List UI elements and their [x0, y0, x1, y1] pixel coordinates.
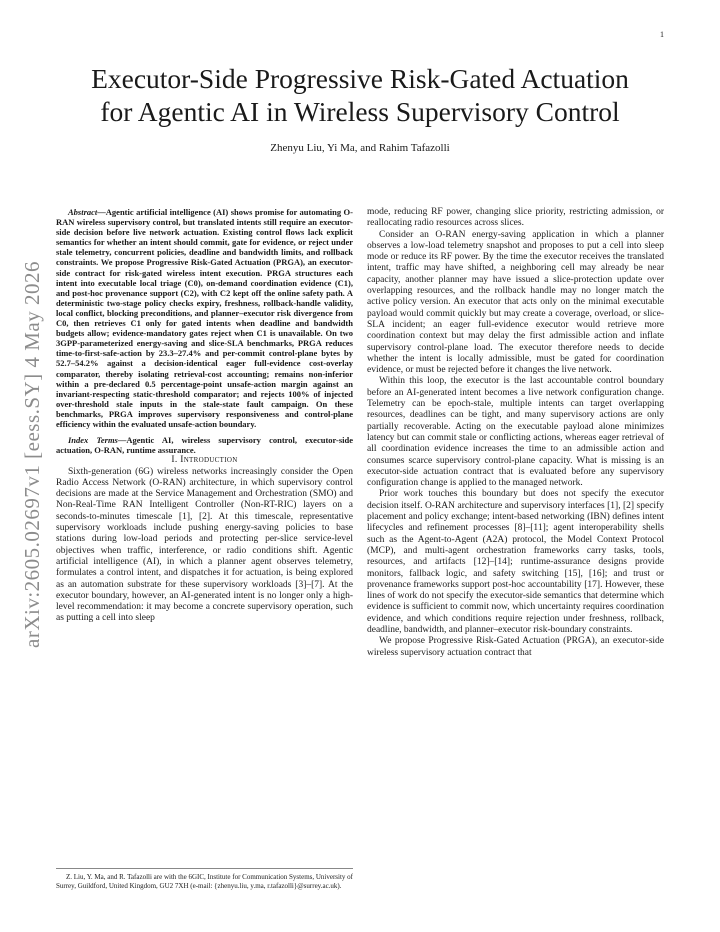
paper-title [60, 62, 660, 128]
footnote-text: Z. Liu, Y. Ma, and R. Tafazolli are with the 6GIC, Institute for Communication Systems, University of Surrey, Guildford, United Kingdom, GU2 7XH (e-mail: {zhenyu.liu, y.ma, r.tafazolli}@surrey.ac.uk). [56, 873, 353, 890]
intro-paragraph-1-continued: mode, reducing RF power, changing slice priority, restricting admission, or reallocating radio resources across slices. [367, 207, 664, 229]
abstract-label: Abstract [68, 207, 98, 217]
abstract [56, 207, 353, 429]
author-affiliation-footnote [56, 868, 353, 890]
section-heading-introduction: I. Introduction [171, 455, 238, 466]
title-line-1: Executor-Side Progressive Risk-Gated Actuation [91, 63, 629, 94]
intro-paragraph-1: Sixth-generation (6G) wireless networks increasingly consider the Open Radio Access Network (O-RAN) architecture, in which supervisory control decisions are made at the Service Management and Orchestration (SMO) and Non-Real-Time RAN Intelligent Controller (Non-RT-RIC) layers on a seconds-to-minutes timescale [1], [2]. At this timescale, representative supervisory workloads include pushing energy-saving policies to base stations during low-load periods and protecting per-slice service-level objectives when traffic, interference, or radio conditions shift. Agentic artificial intelligence (AI), in which a planner agent observes telemetry, formulates a control intent, and dispatches it for actuation, is being explored as an automation substrate for these supervisory workloads [3]–[7]. At the executor boundary, however, an AI-generated intent is no longer only a high-level recommendation: it may become a concrete supervisory operation, such as putting a cell into sleep [56, 466, 353, 624]
index-terms-label: Index Terms [68, 435, 118, 446]
author-list: Zhenyu Liu, Yi Ma, and Rahim Tafazolli [270, 142, 450, 154]
intro-paragraph-2: Consider an O-RAN energy-saving application in which a planner observes a low-load telemetry snapshot and proposes to put a cell into sleep mode or reduce its RF power. By the time the executor receives the translated intent, traffic may have shifted, a neighboring cell may already be near capacity, another planner may have issued a slice-protection update over overlapping resources, and the rollback handle may no longer match the active policy version. An executor that acts only on the minimal executable payload would commit quickly but may create a coverage, overload, or slice-SLA incident; an eager full-evidence executor would retrieve more coordination context but may delay the first admissible action and inflate supervisory control-plane load. The executor therefore needs to decide whether the intent is locally admissible, must be gated for coordination evidence, or must be rejected before it changes the live network. [367, 229, 664, 376]
right-column [367, 207, 664, 659]
intro-paragraph-4: Prior work touches this boundary but does not specify the executor decision itself. O-RAN architecture and supervisory interfaces [1], [2] specify placement and policy exchange; intent-based networking (IBN) defines intent lifecycles and refinement processes [8]–[11]; agent interoperability shells such as the Agent-to-Agent (A2A) protocol, the Model Context Protocol (MCP), and multi-agent orchestration frameworks carry tasks, tools, resources, and artifacts [12]–[14]; runtime-assurance designs provide monitors, fallback logic, and safety switching [15], [16]; and trust or provenance frameworks support post-hoc accountability [17]. However, these lines of work do not specify the executor-side semantics that determine which evidence is sufficient to commit now, which uncertainty requires coordination evidence, and which conditions require rejection under freshness, rollback, deadline, bandwidth, and planner–executor risk-boundary constraints. [367, 489, 664, 635]
title-line-2: for Agentic AI in Wireless Supervisory Control [100, 96, 620, 127]
intro-paragraph-3: Within this loop, the executor is the last accountable control boundary before an AI-generated intent becomes a live network configuration change. Telemetry can be epoch-stale, multiple intents can target overlapping resources, deadlines can be tight, and many supervisory actions are only partially recoverable. Acting on the executable payload alone minimizes latency but can commit stale or conflicting actions, whereas eager retrieval of all coordination evidence increases the time to an admissible action and consumes scarce supervisory control-plane capacity. What is missing is an executor-side actuation contract that is evaluated before any supervisory configuration change is applied to the managed network. [367, 376, 664, 489]
intro-paragraph-5: We propose Progressive Risk-Gated Actuation (PRGA), an executor-side wireless supervisory actuation contract that [367, 636, 664, 658]
left-column [56, 207, 353, 625]
index-terms [56, 435, 353, 455]
abstract-text: —Agentic artificial intelligence (AI) shows promise for automating O-RAN wireless supervisory control, but translated intents still require an executor-side decision before live network actuation. Existing control flows lack explicit semantics for whether an intent should commit, gate for evidence, or reject under stale telemetry, concurrent policies, deadline and bandwidth limits, and rollback constraints. We propose Progressive Risk-Gated Actuation (PRGA), an executor-side contract for risk-gated wireless intent execution. PRGA structures each intent into executable local triage (C0), on-demand coordination evidence (C1), and post-hoc provenance support (C2), with C2 kept off the online safety path. A deterministic two-stage policy checks expiry, freshness, rollback-handle validity, local conflict, blocking preconditions, and planner–executor risk divergence from C0, then retrieves C1 only for gated intents when deadline and bandwidth budgets allow; evidence-mandatory gates reject when C1 is unavailable. On two 3GPP-parameterized energy-saving and slice-SLA benchmarks, PRGA reduces time-to-first-safe-action by 23.3–27.4% and per-commit control-plane bytes by 52.7–54.2% against a decision-identical eager full-evidence cost-overlay comparator, thereby isolating retrieval-cost accounting; remains non-inferior within a pre-declared 0.5 percentage-point unsafe-action margin against an invariant-respecting static-threshold comparator; and rejects 100% of injected over-threshold stale inputs in the stale-state fault campaign. On these benchmarks, PRGA improves supervisory responsiveness and control-plane efficiency within the evaluated unsafe-action boundary. [56, 207, 353, 429]
index-terms-text: —Agentic AI, wireless supervisory control, executor-side actuation, O-RAN, runtime assurance. [56, 435, 353, 456]
arxiv-identifier-stamp: arXiv:2605.02697v1 [eess.SY] 4 May 2026 [20, 261, 44, 648]
page-number: 1 [660, 30, 664, 39]
